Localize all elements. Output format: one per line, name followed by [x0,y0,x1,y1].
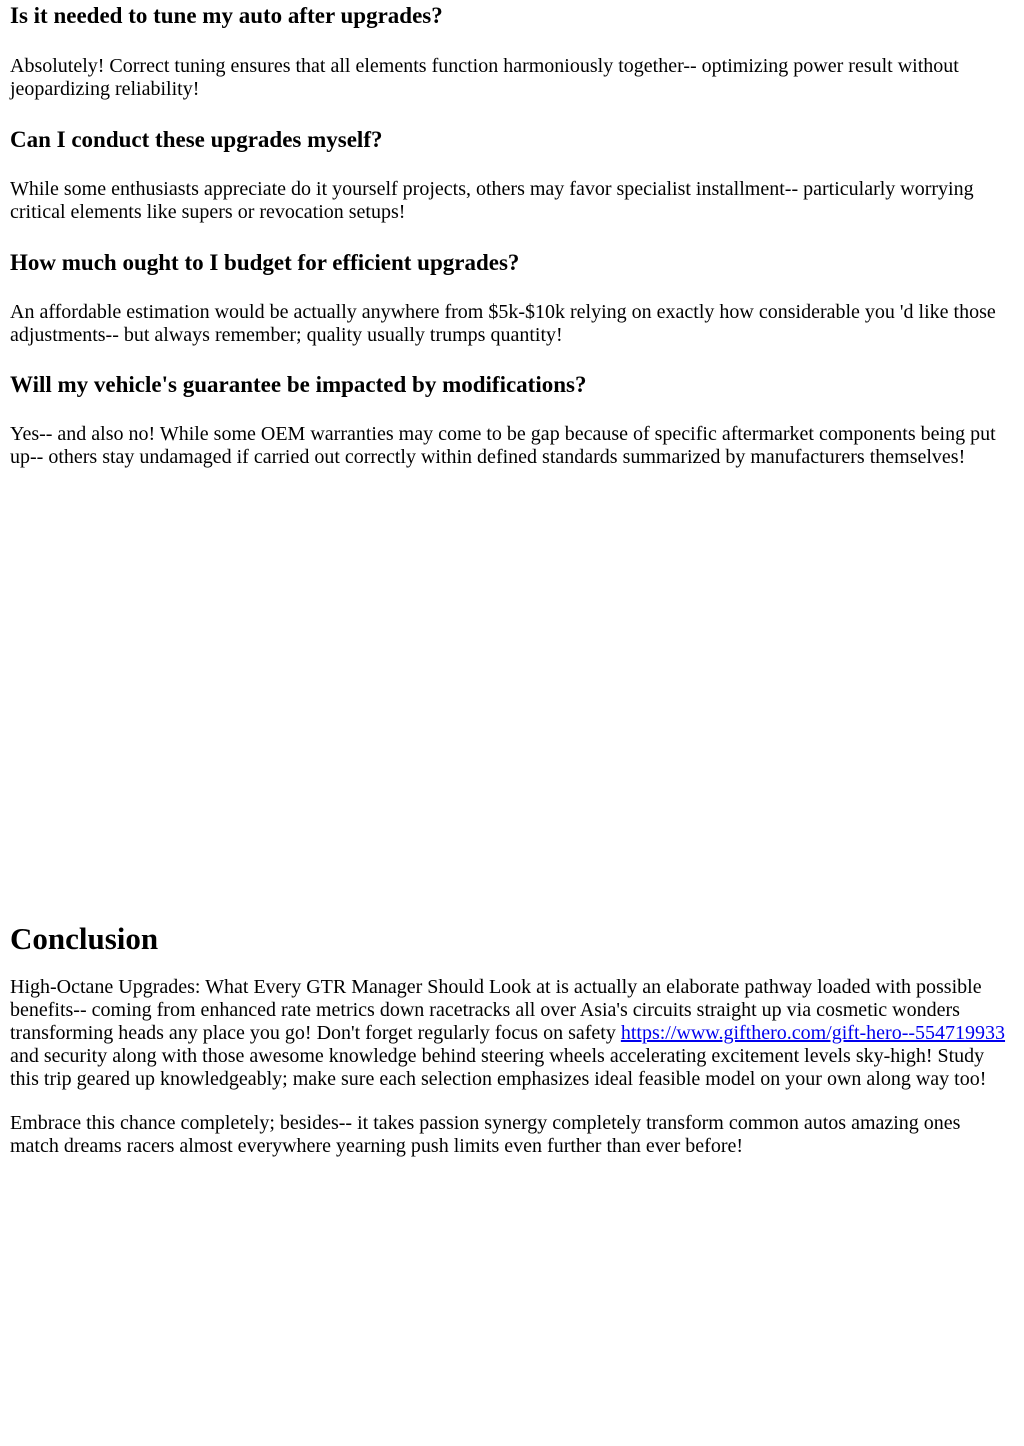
faq-answer-2: While some enthusiasts appreciate do it yourself projects, others may favor specialist installment-- particularly worrying critical elements like supers or revocation setups! [10,178,974,223]
conclusion-text-after-link: and security along with those awesome knowledge behind steering wheels accelerating excitement levels sky-high! Study this trip geared up knowledgeably; make sure each selection emphasizes ideal feasible model on your own along way too! [10,1045,987,1090]
conclusion-paragraph-1 [10,976,1014,1091]
faq-answer-3: An affordable estimation would be actually anywhere from $5k-$10k relying on exactly how considerable you 'd like those adjustments-- but always remember; quality usually trumps quantity! [10,301,996,346]
faq-answer-4: Yes-- and also no! While some OEM warranties may come to be gap because of specific aftermarket components being put up-- others stay undamaged if carried out correctly within defined standards summarized by manufacturers themselves! [10,423,996,468]
gifthero-link[interactable]: https://www.gifthero.com/gift-hero--554719933 [620,1022,1006,1044]
conclusion-paragraph-2: Embrace this chance completely; besides-- it takes passion synergy completely transform common autos amazing ones match dreams racers almost everywhere yearning push limits even further than ever before! [10,1112,961,1157]
faq-question-3: How much ought to I budget for efficient upgrades? [10,250,520,275]
faq-question-4: Will my vehicle's guarantee be impacted by modifications? [10,372,587,397]
faq-question-1: Is it needed to tune my auto after upgrades? [10,3,443,28]
faq-answer-1: Absolutely! Correct tuning ensures that all elements function harmoniously together-- optimizing power result without jeopardizing reliability! [10,55,959,100]
conclusion-text-before-link: High-Octane Upgrades: What Every GTR Manager Should Look at is actually an elaborate pathway loaded with possible benefits-- coming from enhanced rate metrics down racetracks all over Asia's circuits straight up via cosmetic wonders transforming heads any place you go! Don't forget regularly focus on safety [10,976,982,1044]
faq-question-2: Can I conduct these upgrades myself? [10,127,383,152]
conclusion-heading: Conclusion [10,921,159,956]
